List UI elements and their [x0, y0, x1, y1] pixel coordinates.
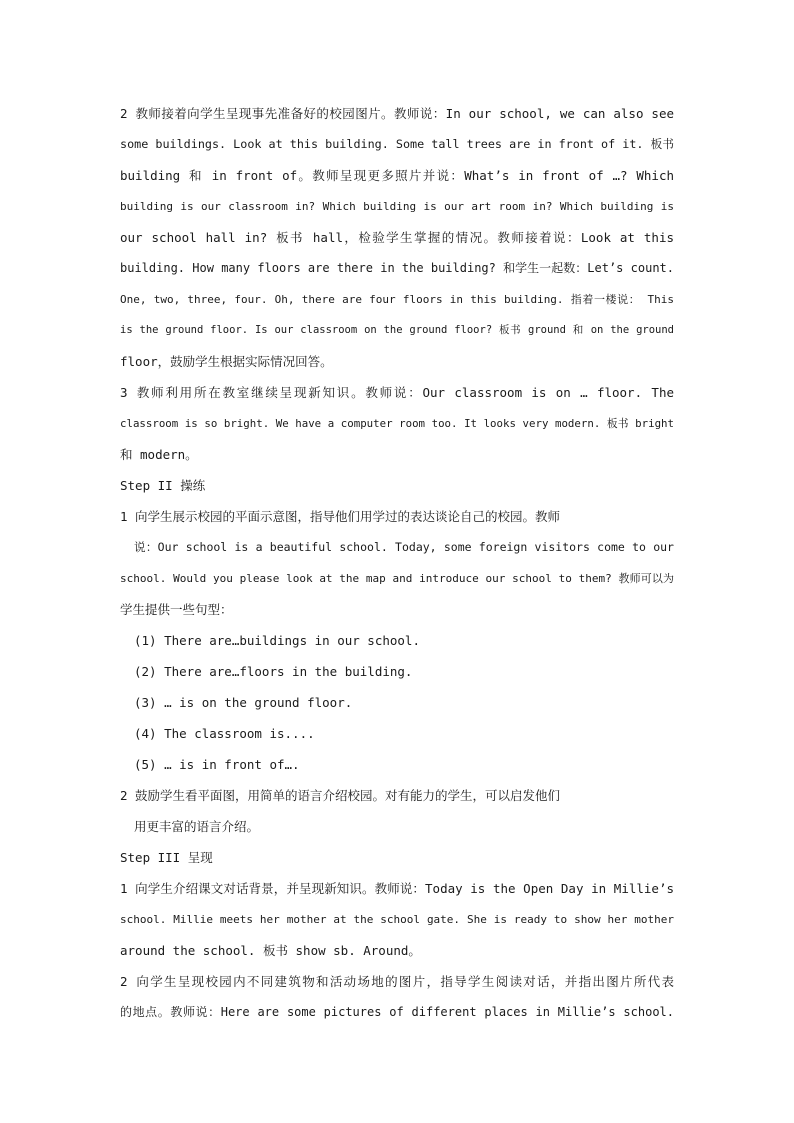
text-line: 2 教师接着向学生呈现事先准备好的校园图片。教师说：In our school, we can also see [120, 106, 674, 121]
text-line: school. Millie meets her mother at the school gate. She is ready to show her mother [120, 913, 674, 926]
text-line: school. Would you please look at the map and introduce our school to them? 教师可以为 [120, 572, 674, 585]
text-line: our school hall in? 板书 hall，检验学生掌握的情况。教师接着说：Look at this [120, 230, 674, 245]
document-body [120, 98, 674, 1028]
text-line: (2) There are…floors in the building. [134, 664, 413, 679]
text-line: 3 教师利用所在教室继续呈现新知识。教师说：Our classroom is on … floor. The [120, 385, 674, 400]
text-line: 的地点。教师说：Here are some pictures of different places in Millie’s school. [120, 1005, 674, 1019]
text-line: 说：Our school is a beautiful school. Today, some foreign visitors come to our [134, 540, 674, 554]
text-line: 用更丰富的语言介绍。 [134, 819, 260, 834]
text-line: (5) … is in front of…. [134, 757, 300, 772]
text-line: (4) The classroom is.... [134, 726, 315, 741]
text-line: (1) There are…buildings in our school. [134, 633, 420, 648]
text-line: building is our classroom in? Which building is our art room in? Which building is [120, 200, 674, 213]
text-line: 学生提供一些句型： [120, 602, 233, 617]
text-line: Step III 呈现 [120, 850, 213, 865]
text-line: is the ground floor. Is our classroom on the ground floor? 板书 ground 和 on the ground [120, 324, 674, 336]
text-line: 2 鼓励学生看平面图，用简单的语言介绍校园。对有能力的学生，可以启发他们 [120, 788, 561, 803]
text-line: floor，鼓励学生根据实际情况回答。 [120, 354, 333, 369]
text-line: building. How many floors are there in the building? 和学生一起数：Let’s count. [120, 261, 674, 275]
text-line: 和 modern。 [120, 447, 198, 462]
text-line: classroom is so bright. We have a computer room too. It looks very modern. 板书 bright [120, 417, 674, 430]
text-line: Step II 操练 [120, 478, 206, 493]
text-line: (3) … is on the ground floor. [134, 695, 353, 710]
text-line: 2 向学生呈现校园内不同建筑物和活动场地的图片，指导学生阅读对话，并指出图片所代表 [120, 974, 674, 989]
text-line: building 和 in front of。教师呈现更多照片并说：What’s in front of …? Which [120, 168, 674, 183]
text-line: 1 向学生展示校园的平面示意图，指导他们用学过的表达谈论自己的校园。教师 [120, 509, 561, 524]
text-line: some buildings. Look at this building. Some tall trees are in front of it. 板书 [120, 137, 674, 151]
text-line: One, two, three, four. Oh, there are four floors in this building. 指着一楼说： This [120, 293, 674, 306]
text-line: around the school. 板书 show sb. Around。 [120, 943, 421, 958]
text-line: 1 向学生介绍课文对话背景，并呈现新知识。教师说：Today is the Open Day in Millie’s [120, 881, 674, 896]
